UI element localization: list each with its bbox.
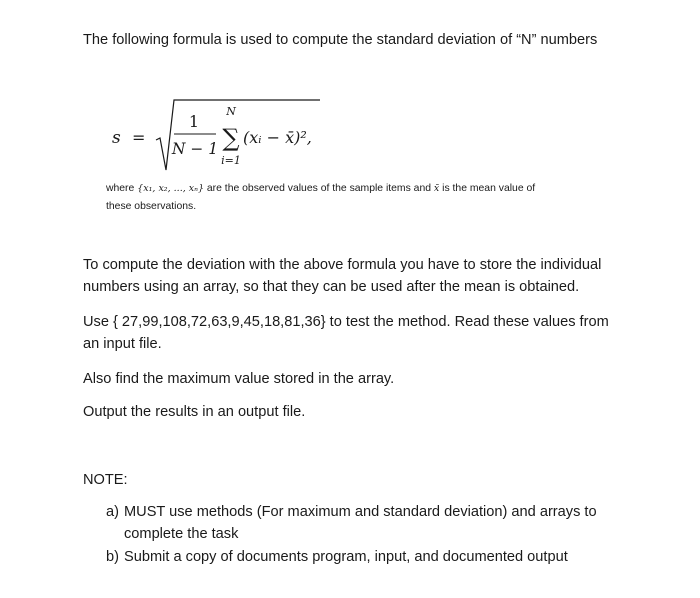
paragraph-1-line-1: To compute the deviation with the above formula you have to store the individual [83,257,602,273]
where-description-end: is the mean value of [442,183,536,194]
fraction-numerator: 1 [188,112,200,131]
observation-set: {x₁, x₂, ..., xₙ} [137,183,205,194]
sum-symbol: ∑ [222,124,240,152]
paragraph-2-line-2: an input file. [83,336,162,352]
note-item-a-continuation: complete the task [124,526,239,542]
formula-equals: = [132,128,146,147]
mean-symbol: x̄ [433,183,440,194]
paragraph-2-line-1: Use { 27,99,108,72,63,9,45,18,81,36} to test the method. Read these values from [83,314,609,330]
note-item-a [106,501,597,523]
where-label: where [106,183,135,194]
note-item-text: Submit a copy of documents program, input, and documented output [124,549,568,565]
standard-deviation-formula [110,96,350,180]
fraction-denominator: N − 1 [171,140,219,158]
where-line-1 [106,180,535,198]
paragraph-3: Also find the maximum value stored in the array. [83,371,395,387]
formula-graphic [110,96,350,180]
intro-text: The following formula is used to compute the standard deviation of “N” numbers [83,32,598,48]
formula-lhs: s [112,128,121,148]
note-item-text: MUST use methods (For maximum and standard deviation) and arrays to [124,504,597,520]
note-heading: NOTE: [83,472,128,488]
summand: (xᵢ − x̄)², [243,128,312,147]
where-line-2: these observations. [106,201,197,212]
note-item-marker: b) [106,549,119,565]
note-item-b [106,546,568,568]
paragraph-1-line-2: numbers using an array, so that they can be used after the mean is obtained. [83,279,580,295]
paragraph-4: Output the results in an output file. [83,404,306,420]
sum-upper-limit: N [226,105,236,118]
note-item-marker: a) [106,504,119,520]
sum-lower-limit: i=1 [221,154,241,167]
where-description: are the observed values of the sample items and [206,183,432,194]
